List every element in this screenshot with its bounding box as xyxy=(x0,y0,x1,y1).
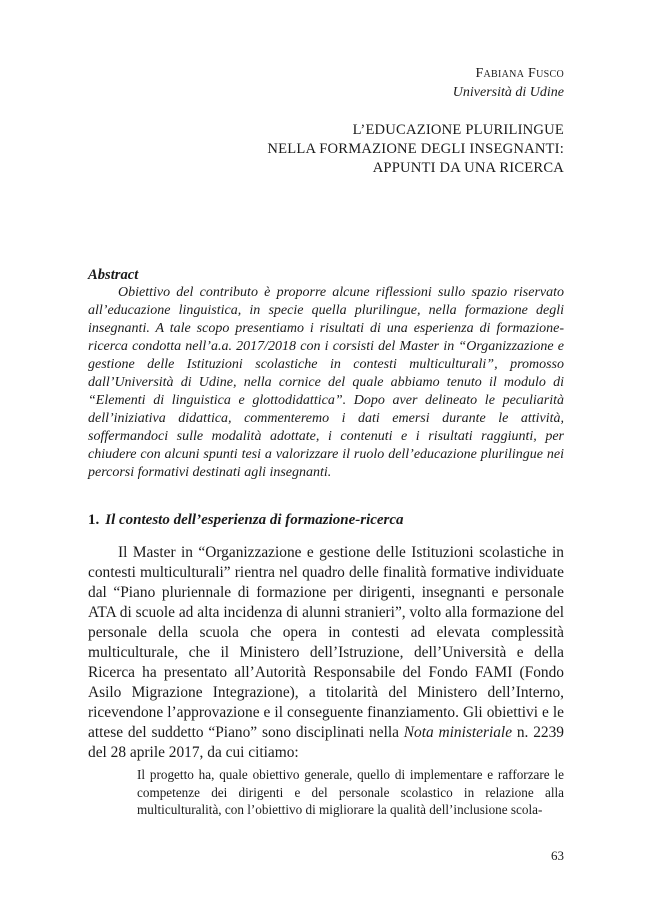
section-title: Il contesto dell’esperienza di formazione-ricerca xyxy=(105,512,404,528)
title-line-1: L’EDUCAZIONE PLURILINGUE xyxy=(352,122,564,138)
abstract-text: Obiettivo del contributo è proporre alcune riflessioni sullo spazio riservato all’educazione linguistica, in specie quella plurilingue, nella formazione degli insegnanti. A tale scopo presentiamo i risultati di una esperienza di formazione-ricerca condotta nell’a.a. 2017/2018 con i corsisti del Master in “Organizzazione e gestione delle Istituzioni scolastiche in contesti multiculturali”, promosso dall’Università di Udine, nella cornice del quale abbiamo tenuto il modulo di “Elementi di linguistica e glottodidattica”. Dopo aver delineato le peculiarità dell’iniziativa didattica, commenteremo i dati emersi durante le attività, soffermandoci sulle modalità adottate, i contenuti e i risultati raggiunti, per chiudere con alcuni spunti tesi a valorizzare il ruolo dell’educazione plurilingue nei percorsi formativi destinati agli insegnanti. xyxy=(88,285,564,480)
author-block xyxy=(453,64,564,102)
section-number: 1. xyxy=(88,512,100,528)
body-text-part-1: Il Master in “Organizzazione e gestione delle Istituzioni scolastiche in contesti multiculturali” rientra nel quadro delle finalità formative individuate dal “Piano pluriennale di formazione per dirigenti, insegnanti e personale ATA di scuole ad alta incidenza di alunni stranieri”, volto alla formazione del personale della scuola che opera in contesti ad elevata complessità multiculturale, che il Ministero dell’Istruzione, dell’Università e della Ricerca ha presentato all’Autorità Responsabile del Fondo FAMI (Fondo Asilo Migrazione Integrazione), a titolarità del Ministero dell’Interno, ricevendone l’approvazione e il conseguente finanziamento. Gli obiettivi e le attese del suddetto “Piano” sono disciplinati nella xyxy=(88,544,564,741)
paper-title xyxy=(267,121,564,178)
author-name: Fabiana Fusco xyxy=(475,66,564,81)
title-line-2: NELLA FORMAZIONE DEGLI INSEGNANTI: xyxy=(267,141,564,157)
page xyxy=(88,0,564,910)
body-text-italic: Nota ministeriale xyxy=(403,724,513,741)
author-affiliation: Università di Udine xyxy=(452,85,564,100)
body-paragraph xyxy=(88,543,564,763)
abstract-section xyxy=(88,266,564,482)
block-quote: Il progetto ha, quale obiettivo generale, quello di implementare e rafforzare le competenze dei dirigenti e del personale scolastico in relazione alla multiculturalità, con l’obiettivo di migliorare la qualità dell’inclusione scola- xyxy=(137,767,564,817)
title-line-3: APPUNTI DA UNA RICERCA xyxy=(372,160,564,176)
body-text-part-2: n. 2239 del 28 aprile 2017, da cui citiamo: xyxy=(88,724,564,761)
abstract-heading: Abstract xyxy=(88,267,139,283)
page-number: 63 xyxy=(551,848,564,863)
section-heading xyxy=(88,510,564,530)
